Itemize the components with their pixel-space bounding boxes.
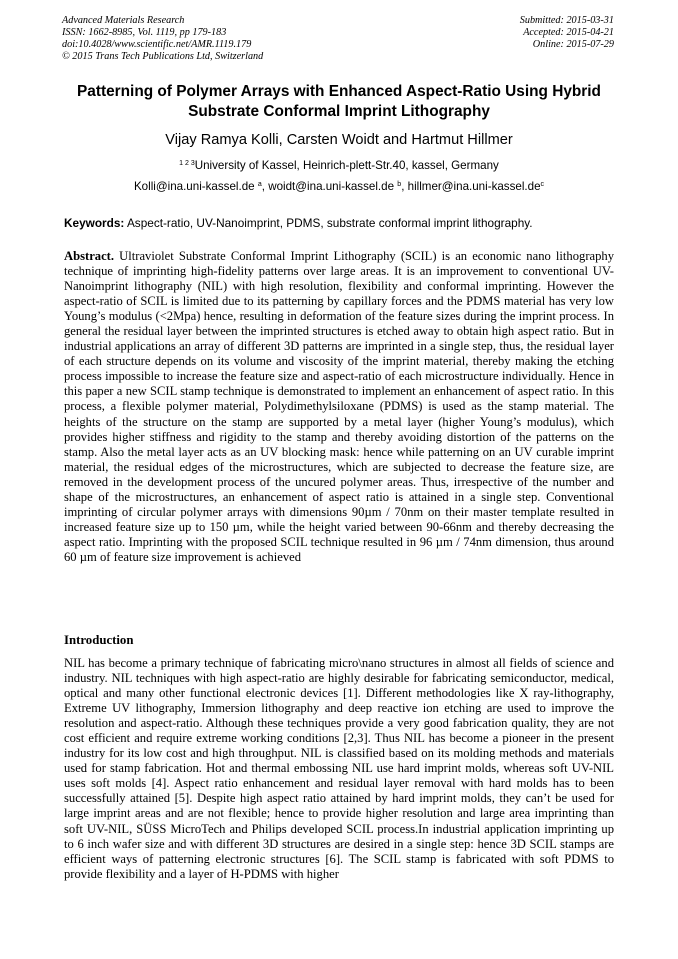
abstract [64,249,614,565]
submission-dates [520,15,614,51]
keywords-label: Keywords: [64,216,125,230]
section-heading-introduction: Introduction [64,633,134,647]
paper-title [50,82,628,122]
affiliation [0,159,678,173]
email-mark: b [397,181,402,188]
issn-line: ISSN: 1662-8985, Vol. 1119, pp 179-183 [62,27,227,38]
introduction-paragraph: NIL has become a primary technique of fabricating micro\nano structures in almost all fields of science and industry. NIL techniques with high aspect-ratio are highly desirable for fabricating semiconductor, medical, optical and many other functional electronic devices [1]. Different methodologies like X ray-lithography, Extreme UV lithography, Immersion lithography and deep reactive ion etching are used to improve the resolution and aspect-ratio. Although these techniques provide a very good fabrication quality, they are not cost efficient and require extreme working conditions [2,3]. Thus NIL has become a pioneer in the present industry for its low cost and high throughput. NIL is classified based on its molding methods and materials used for stamp fabrication. Hot and thermal embossing NIL use hard imprint molds, whereas soft UV-NIL uses soft molds [4]. Aspect ratio enhancement and residual layer removal with hard molds has to been successfully attained [5]. Despite high aspect ratio attained by hard imprint molds, they can’t be used for large imprint areas and are not flexible; hence to provide higher resolution and large area imprinting than soft UV-NIL, SÜSS MicroTech and Philips developed SCIL process.In industrial application imprinting up to 6 inch wafer size and with different 3D structures are desired in a single step: hence 3D SCIL stamps are efficient ways of patterning electronic structures [6]. The SCIL stamp is fabricated with soft PDMS to provide flexibility and a layer of H-PDMS with higher [64,656,614,881]
paper-title-line: Patterning of Polymer Arrays with Enhanced Aspect-Ratio Using Hybrid [77,83,601,100]
affiliation-marks: 1 2 3 [179,160,195,167]
online-date: Online: 2015-07-29 [532,39,614,50]
author-list [0,131,678,149]
accepted-date: Accepted: 2015-04-21 [523,27,614,38]
email-link[interactable]: , woidt@ina.uni-kassel.de [261,180,395,193]
journal-info [62,15,263,63]
author-separator: , [278,132,283,148]
doi-line: doi:10.4028/www.scientific.net/AMR.1119.179 [62,39,252,50]
paper-title-line: Substrate Conformal Imprint Lithography [188,103,490,120]
email-mark: a [257,181,262,188]
affiliation-text: University of Kassel, Heinrich-plett-Str.40, kassel, Germany [194,159,499,172]
abstract-label: Abstract. [64,249,115,263]
copyright-line: © 2015 Trans Tech Publications Ltd, Switzerland [62,51,264,62]
submitted-date: Submitted: 2015-03-31 [519,15,614,26]
email-link[interactable]: Kolli@ina.uni-kassel.de [133,180,255,193]
email-mark: c [540,181,545,188]
abstract-text: Ultraviolet Substrate Conformal Imprint Lithography (SCIL) is an economic nano lithography technique of imprinting high-fidelity patterns over large areas. It is an improvement to conventional UV-Nanoimprint lithography (NIL) with high resolution, flexibility and conformal imprinting. However the aspect-ratio of SCIL is limited due to its patterning by capillary forces and the PDMS material has very low Young’s modulus (<2Mpa) hence, resulting in deformation of the feature sizes during the imprint process. In general the residual layer between the imprinted structures is etched away to obtain high aspect ratio. But in industrial applications an array of different 3D patterns are imprinted in a single step, thus, the residual layer of each structure depends on its volume and viscosity of the imprint material, thereby making the etching process impossible to increase the feature size and aspect-ratio of each microstructure individually. Hence in this paper a new SCIL stamp technique is demonstrated to implement an enhancement of aspect ratio. In this process, a flexible polymer material, Polydimethylsiloxane (PDMS) is used as the stamp material. The heights of the structure on the stamp are supported by a metal layer (higher Young’s modulus), which provides higher stiffness and rigidity to the stamp and thereby avoiding distortion of the patterns on the stamp. Also the metal layer acts as an UV blocking mask: hence while patterning on an UV curable imprint material, the residual edges of the microstructures, which are subjected to decrease the feature size, are removed in the development process of the uncured polymer areas. Thus, irrespective of the number and shape of the microstructures, an enhancement of aspect ratio is attained in a single step. Conventional imprinting of circular polymer arrays with dimensions 90µm / 70nm on their master template resulted in increased feature size up to 150 µm, while the height varied between 90-66nm and thereby decreasing the aspect ratio. Imprinting with the proposed SCIL technique resulted in 96 µm / 74nm dimension, thus around 60 µm of feature size improvement is achieved [64,249,614,564]
journal-header [62,15,614,65]
author-names: Carsten Woidt and Hartmut Hillmer [282,132,513,148]
keywords-text: Aspect-ratio, UV-Nanoimprint, PDMS, substrate conformal imprint lithography. [124,216,533,230]
email-link[interactable]: , hillmer@ina.uni-kassel.de [401,180,541,193]
author-name: Vijay Ramya Kolli [165,132,279,148]
author-emails [0,180,678,194]
journal-name: Advanced Materials Research [62,15,185,26]
keywords [64,216,614,230]
